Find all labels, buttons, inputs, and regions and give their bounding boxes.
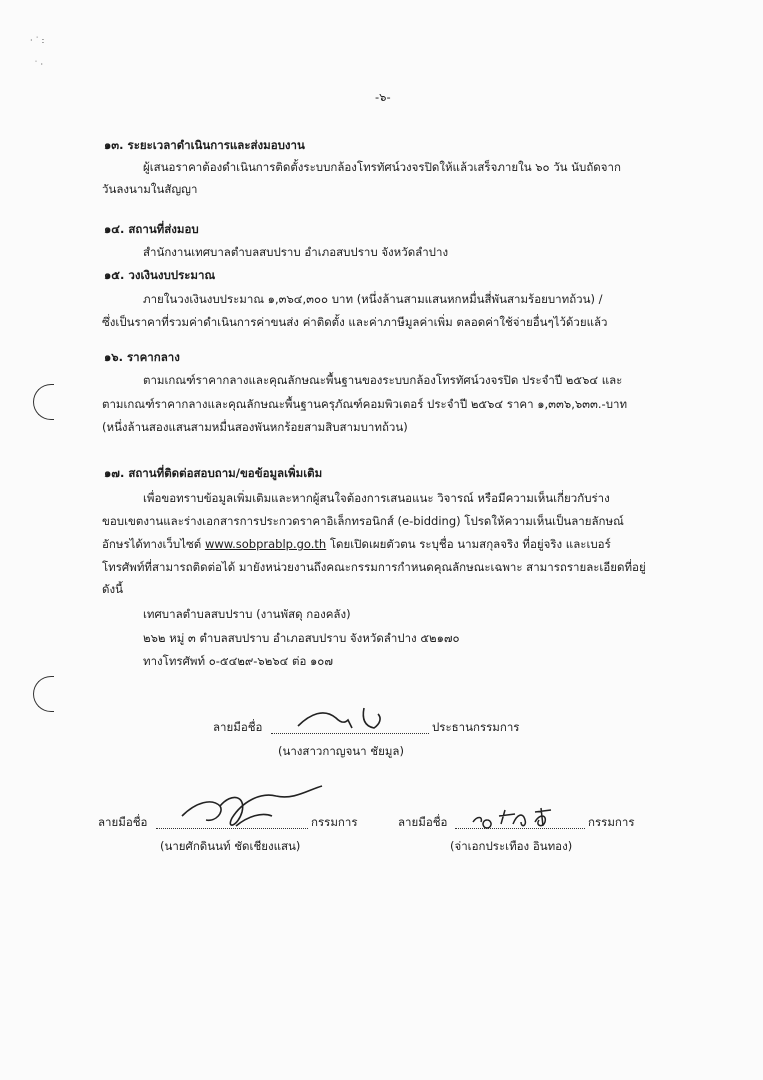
signature-label: ลายมือชื่อ [213, 720, 263, 734]
section-17-text: อักษรได้ทางเว็บไซต์ [102, 537, 205, 551]
section-17-line: เพื่อขอทราบข้อมูลเพิ่มเติมและหากผู้สนใจต้องการเสนอแนะ วิจารณ์ หรือมีความเห็นเกี่ยวกับร่าง [143, 491, 610, 505]
section-16-line: ตามเกณฑ์ราคากลางและคุณลักษณะพื้นฐานครุภัณฑ์คอมพิวเตอร์ ประจำปี ๒๕๖๔ ราคา ๑,๓๓๖,๖๓๓.-บาท [102, 397, 628, 411]
address-line: ทางโทรศัพท์ ๐-๕๔๒๙-๖๒๖๔ ต่อ ๑๐๗ [143, 654, 333, 668]
website-link[interactable]: www.sobprablp.go.th [204, 537, 327, 551]
section-17-text: โดยเปิดเผยตัวตน ระบุชื่อ นามสกุลจริง ที่อยู่จริง และเบอร์ [326, 537, 611, 551]
member1-name: (นายศักดินนท์ ชัดเชียงแสน) [160, 839, 301, 853]
scan-speck: · ˙ : [30, 36, 45, 45]
section-17-line: โทรศัพท์ที่สามารถติดต่อได้ มายังหน่วยงานถึงคณะกรรมการกำหนดคุณลักษณะเฉพาะ สามารถรายละเอียดที่อยู่ [102, 560, 646, 574]
scan-speck: ˙ · [34, 60, 44, 69]
section-14-line: สำนักงานเทศบาลตำบลสบปราบ อำเภอสบปราบ จังหวัดลำปาง [143, 245, 449, 259]
section-17-line [102, 537, 611, 551]
address-line: เทศบาลตำบลสบปราบ (งานพัสดุ กองคลัง) [143, 607, 351, 621]
punch-hole-icon [33, 676, 54, 712]
section-13-line: ผู้เสนอราคาต้องดำเนินการติดตั้งระบบกล้องโทรทัศน์วงจรปิดให้แล้วเสร็จภายใน ๖๐ วัน นับถัดจาก [143, 160, 621, 174]
member2-name: (จ่าเอกประเทือง อินทอง) [450, 839, 573, 853]
section-16-line: (หนึ่งล้านสองแสนสามหมื่นสองพันหกร้อยสามสิบสามบาทถ้วน) [102, 420, 408, 434]
member2-signature-icon [465, 802, 585, 832]
section-15-heading: ๑๕. วงเงินงบประมาณ [104, 268, 216, 282]
section-16-heading: ๑๖. ราคากลาง [104, 350, 180, 364]
chair-signature-icon [290, 700, 400, 736]
member1-signature-icon [176, 782, 326, 842]
address-line: ๒๖๒ หมู่ ๓ ตำบลสบปราบ อำเภอสบปราบ จังหวัดลำปาง ๕๒๑๗๐ [143, 631, 460, 645]
section-17-line: ขอบเขตงานและร่างเอกสารการประกวดราคาอิเล็กทรอนิกส์ (e-bidding) โปรดให้ความเห็นเป็นลายลักษณ์ [102, 514, 624, 528]
section-16-line: ตามเกณฑ์ราคากลางและคุณลักษณะพื้นฐานของระบบกล้องโทรทัศน์วงจรปิด ประจำปี ๒๕๖๔ และ [143, 373, 623, 387]
section-15-line: ซึ่งเป็นราคาที่รวมค่าดำเนินการค่าขนส่ง ค่าติดตั้ง และค่าภาษีมูลค่าเพิ่ม ตลอดค่าใช้จ่ายอื่นๆไว้ด้วยแล้ว [102, 315, 608, 329]
section-13-heading: ๑๓. ระยะเวลาดำเนินการและส่งมอบงาน [104, 138, 305, 152]
section-17-heading: ๑๗. สถานที่ติดต่อสอบถาม/ขอข้อมูลเพิ่มเติม [104, 466, 323, 480]
chair-name: (นางสาวกาญจนา ชัยมูล) [278, 744, 404, 758]
member2-role: กรรมการ [588, 815, 635, 829]
member1-role: กรรมการ [311, 815, 358, 829]
section-15-line: ภายในวงเงินงบประมาณ ๑,๓๖๔,๓๐๐ บาท (หนึ่งล้านสามแสนหกหมื่นสี่พันสามร้อยบาทถ้วน) / [143, 292, 603, 306]
chair-role: ประธานกรรมการ [432, 720, 520, 734]
signature-label: ลายมือชื่อ [398, 815, 448, 829]
signature-label: ลายมือชื่อ [98, 815, 148, 829]
punch-hole-icon [33, 384, 54, 420]
page-number: -๖- [375, 90, 391, 104]
section-17-line: ดังนี้ [102, 582, 123, 596]
section-14-heading: ๑๔. สถานที่ส่งมอบ [104, 222, 199, 236]
section-13-line: วันลงนามในสัญญา [102, 182, 198, 196]
